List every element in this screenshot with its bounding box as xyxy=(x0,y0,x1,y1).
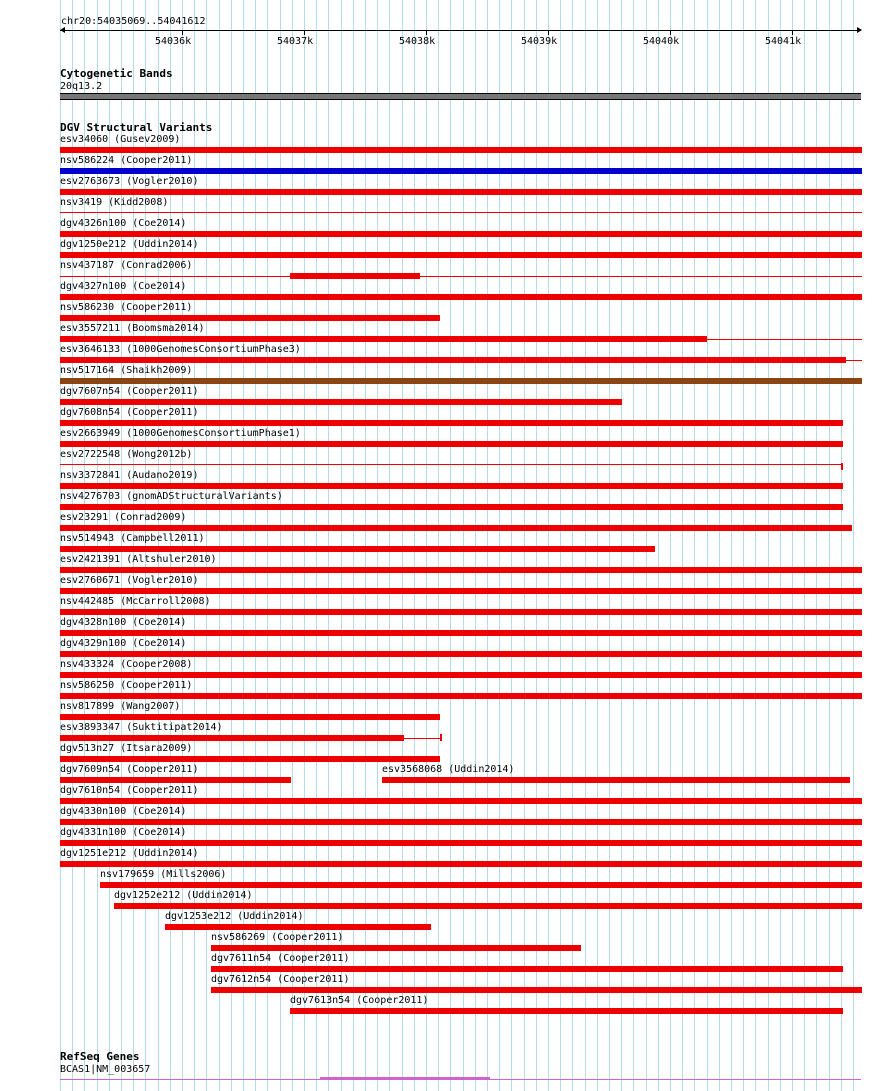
variant-label: dgv1251e212 (Uddin2014) xyxy=(60,848,199,859)
variant-label: dgv1252e212 (Uddin2014) xyxy=(114,890,253,901)
ruler-tick-label: 54040k xyxy=(643,36,680,47)
variant-label: esv3568068 (Uddin2014) xyxy=(382,764,515,775)
variant-span-line xyxy=(846,360,862,361)
variant-bar[interactable] xyxy=(60,336,707,342)
variant-bar[interactable] xyxy=(60,315,440,321)
variant-bar[interactable] xyxy=(60,420,843,426)
variant-bar[interactable] xyxy=(60,861,862,867)
variant-label: nsv586269 (Cooper2011) xyxy=(211,932,344,943)
variant-bar[interactable] xyxy=(60,378,862,384)
variant-bar[interactable] xyxy=(211,945,581,951)
ruler-tick xyxy=(426,30,427,35)
variant-label: dgv4327n100 (Coe2014) xyxy=(60,281,187,292)
variant-bar[interactable] xyxy=(60,693,862,699)
variant-bar[interactable] xyxy=(60,630,862,636)
variant-label: nsv3372841 (Audano2019) xyxy=(60,470,199,481)
variant-label: dgv7612n54 (Cooper2011) xyxy=(211,974,350,985)
variant-label: dgv4330n100 (Coe2014) xyxy=(60,806,187,817)
ruler-tick-label: 54038k xyxy=(399,36,436,47)
variant-label: dgv1250e212 (Uddin2014) xyxy=(60,239,199,250)
ruler-tick xyxy=(792,30,793,35)
variant-bar[interactable] xyxy=(60,252,862,258)
variant-bar[interactable] xyxy=(60,840,862,846)
dgv-track-title: DGV Structural Variants xyxy=(60,121,213,134)
variant-label: dgv4328n100 (Coe2014) xyxy=(60,617,187,628)
variant-label: dgv7607n54 (Cooper2011) xyxy=(60,386,199,397)
variant-bar[interactable] xyxy=(211,966,843,972)
ruler-axis[interactable] xyxy=(60,30,861,31)
variant-label: nsv4276703 (gnomADStructuralVariants) xyxy=(60,491,283,502)
cytoband-bar[interactable] xyxy=(60,93,861,100)
variant-label: esv3646133 (1000GenomesConsortiumPhase3) xyxy=(60,344,301,355)
variant-label: nsv179659 (Mills2006) xyxy=(100,869,227,880)
variant-label: esv2763673 (Vogler2010) xyxy=(60,176,199,187)
variant-label: dgv7609n54 (Cooper2011) xyxy=(60,764,199,775)
variant-bar[interactable] xyxy=(114,903,862,909)
variant-bar[interactable] xyxy=(60,504,843,510)
variant-bar[interactable] xyxy=(60,399,622,405)
variant-bar[interactable] xyxy=(60,147,862,153)
cytoband-track-title: Cytogenetic Bands xyxy=(60,67,173,80)
variant-bar[interactable] xyxy=(60,735,404,741)
variant-label: nsv817899 (Wang2007) xyxy=(60,701,181,712)
ruler-tick xyxy=(304,30,305,35)
variant-bar[interactable] xyxy=(60,212,862,213)
variant-label: esv2663949 (1000GenomesConsortiumPhase1) xyxy=(60,428,301,439)
variant-bar[interactable] xyxy=(60,819,862,825)
variant-label: nsv514943 (Campbell2011) xyxy=(60,533,205,544)
ruler-left-arrow-icon xyxy=(60,27,65,33)
refseq-gene-feature[interactable] xyxy=(60,1079,861,1080)
variant-label: esv3893347 (Suktitipat2014) xyxy=(60,722,223,733)
variant-span-line xyxy=(60,276,862,277)
variant-bar[interactable] xyxy=(60,189,862,195)
variant-bar[interactable] xyxy=(60,525,852,531)
variant-label: nsv586230 (Cooper2011) xyxy=(60,302,193,313)
variant-label: dgv4329n100 (Coe2014) xyxy=(60,638,187,649)
variant-label: esv23291 (Conrad2009) xyxy=(60,512,187,523)
variant-label: nsv586224 (Cooper2011) xyxy=(60,155,193,166)
ruler-tick-label: 54036k xyxy=(155,36,192,47)
variant-label: esv2421391 (Altshuler2010) xyxy=(60,554,217,565)
ruler-right-arrow-icon xyxy=(857,27,862,33)
variant-bar[interactable] xyxy=(60,798,862,804)
position-label: chr20:54035069..54041612 xyxy=(61,16,206,27)
variant-bar[interactable] xyxy=(60,168,862,174)
variant-label: nsv586250 (Cooper2011) xyxy=(60,680,193,691)
variant-span-line xyxy=(707,339,862,340)
variant-bar[interactable] xyxy=(382,777,850,783)
ruler-tick-label: 54037k xyxy=(277,36,314,47)
variant-label: dgv1253e212 (Uddin2014) xyxy=(165,911,304,922)
ruler-tick xyxy=(182,30,183,35)
variant-label: esv2760671 (Vogler2010) xyxy=(60,575,199,586)
variant-bar[interactable] xyxy=(60,609,862,615)
variant-bar[interactable] xyxy=(100,882,862,888)
variant-end-tick xyxy=(841,463,843,470)
variant-bar[interactable] xyxy=(60,294,862,300)
ruler-tick-label: 54039k xyxy=(521,36,558,47)
variant-label: dgv7608n54 (Cooper2011) xyxy=(60,407,199,418)
refseq-gene-exon xyxy=(320,1077,490,1079)
ruler-tick-label: 54041k xyxy=(765,36,802,47)
variant-label: dgv7613n54 (Cooper2011) xyxy=(290,995,429,1006)
variant-label: nsv517164 (Shaikh2009) xyxy=(60,365,193,376)
variant-bar[interactable] xyxy=(290,273,420,279)
cytoband-label: 20q13.2 xyxy=(60,81,103,92)
variant-bar[interactable] xyxy=(60,441,843,447)
variant-bar[interactable] xyxy=(165,924,431,930)
ruler-tick xyxy=(670,30,671,35)
variant-bar[interactable] xyxy=(60,567,862,573)
variant-label: dgv513n27 (Itsara2009) xyxy=(60,743,193,754)
variant-label: dgv7610n54 (Cooper2011) xyxy=(60,785,199,796)
variant-bar[interactable] xyxy=(60,464,841,465)
variant-bar[interactable] xyxy=(60,651,862,657)
variant-bar[interactable] xyxy=(60,672,862,678)
variant-span-line xyxy=(404,738,440,739)
variant-label: dgv7611n54 (Cooper2011) xyxy=(211,953,350,964)
variant-label: nsv442485 (McCarroll2008) xyxy=(60,596,211,607)
variant-label: nsv3419 (Kidd2008) xyxy=(60,197,169,208)
ruler-tick xyxy=(548,30,549,35)
variant-label: dgv4326n100 (Coe2014) xyxy=(60,218,187,229)
refseq-gene-label: BCAS1|NM_003657 xyxy=(60,1064,151,1075)
variant-label: esv3557211 (Boomsma2014) xyxy=(60,323,205,334)
variant-bar[interactable] xyxy=(211,987,862,993)
variant-end-tick xyxy=(440,734,442,741)
variant-bar[interactable] xyxy=(60,546,655,552)
variant-bar[interactable] xyxy=(60,357,846,363)
variant-label: nsv433324 (Cooper2008) xyxy=(60,659,193,670)
variant-bar[interactable] xyxy=(60,588,862,594)
variant-bar[interactable] xyxy=(60,756,440,762)
variant-bar[interactable] xyxy=(60,714,440,720)
variant-label: esv2722548 (Wong2012b) xyxy=(60,449,193,460)
variant-bar[interactable] xyxy=(60,483,843,489)
variant-label: nsv437187 (Conrad2006) xyxy=(60,260,193,271)
variant-bar[interactable] xyxy=(60,777,291,783)
variant-label: esv34060 (Gusev2009) xyxy=(60,134,181,145)
variant-bar[interactable] xyxy=(60,231,862,237)
variant-label: dgv4331n100 (Coe2014) xyxy=(60,827,187,838)
refseq-track-title: RefSeq Genes xyxy=(60,1050,140,1063)
variant-bar[interactable] xyxy=(290,1008,843,1014)
